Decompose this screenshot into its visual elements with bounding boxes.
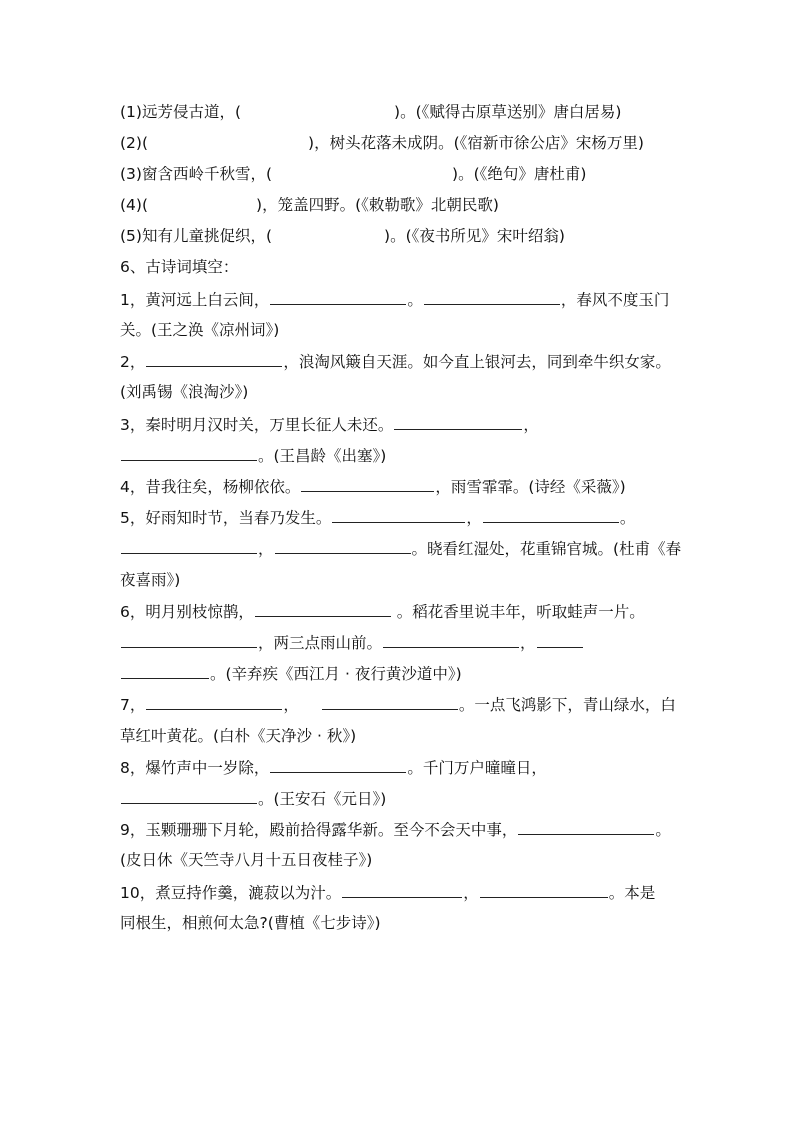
question-8-cont: 。(王安石《元日》) <box>120 788 386 809</box>
answer-blank[interactable] <box>342 882 462 898</box>
answer-blank[interactable] <box>121 788 257 804</box>
question-1: 1，黄河远上白云间， 。 ，春风不度玉门 <box>120 291 670 309</box>
answer-blank[interactable] <box>518 819 654 835</box>
question-6: 6，明月别枝惊鹊， 。稻花香里说丰年，听取蛙声一片。 <box>120 603 645 621</box>
answer-blank[interactable] <box>146 351 282 367</box>
question-3-cont: 。(王昌龄《出塞》) <box>120 445 386 466</box>
question-3: 3，秦时明月汉时关，万里长征人未还。 ， <box>120 416 539 434</box>
question-1-cont: 关。(王之涣《凉州词》) <box>120 321 280 339</box>
question-8: 8，爆竹声中一岁除， 。千门万户曈曈日， <box>120 759 547 777</box>
fill-item-3: (3)窗含西岭千秋雪，( )。(《绝句》唐杜甫) <box>120 165 587 183</box>
answer-blank[interactable] <box>332 507 465 523</box>
question-5-cont2: 夜喜雨》) <box>120 571 181 589</box>
answer-blank[interactable] <box>121 663 209 679</box>
question-9-cont: (皮日休《天竺寺八月十五日夜桂子》) <box>120 851 373 869</box>
answer-blank[interactable] <box>270 757 406 773</box>
answer-blank[interactable] <box>255 601 391 617</box>
question-5: 5，好雨知时节，当春乃发生。 ， 。 <box>120 509 636 527</box>
section-title: 6、古诗词填空： <box>120 258 239 276</box>
question-2: 2， ，浪淘风簸自天涯。如今直上银河去，同到牵牛织女家。 <box>120 353 671 371</box>
question-4: 4，昔我往矣，杨柳依依。 ，雨雪霏霏。(诗经《采薇》) <box>120 478 626 496</box>
answer-blank[interactable] <box>480 882 608 898</box>
answer-blank[interactable] <box>146 694 282 710</box>
fill-item-5: (5)知有儿童挑促织，( )。(《夜书所见》宋叶绍翁) <box>120 227 565 245</box>
question-9: 9，玉颗珊珊下月轮，殿前拾得露华新。至今不会天中事， 。 <box>120 821 671 839</box>
answer-blank[interactable] <box>322 694 458 710</box>
fill-item-4: (4)( )，笼盖四野。(《敕勒歌》北朝民歌) <box>120 196 499 214</box>
answer-blank[interactable] <box>275 538 411 554</box>
answer-blank[interactable] <box>424 289 560 305</box>
question-7-cont: 草红叶黄花。(白朴《天净沙 · 秋》) <box>120 727 357 745</box>
question-2-cont: (刘禹锡《浪淘沙》) <box>120 383 249 401</box>
answer-blank[interactable] <box>121 445 257 461</box>
answer-blank[interactable] <box>270 289 406 305</box>
answer-blank[interactable] <box>394 414 522 430</box>
question-5-cont: ， 。晓看红湿处，花重锦官城。(杜甫《春 <box>120 538 681 559</box>
fill-item-1: (1)远芳侵古道，( )。(《赋得古原草送别》唐白居易) <box>120 103 622 121</box>
answer-blank[interactable] <box>483 507 619 523</box>
question-10: 10，煮豆持作羹，漉菽以为汁。 ， 。本是 <box>120 884 656 902</box>
answer-blank[interactable] <box>121 538 257 554</box>
question-7: 7， ， 。一点飞鸿影下，青山绿水，白 <box>120 696 676 714</box>
question-6-cont2: 。(辛弃疾《西江月 · 夜行黄沙道中》) <box>120 663 462 684</box>
fill-item-2: (2)( )，树头花落未成阴。(《宿新市徐公店》宋杨万里) <box>120 134 644 152</box>
answer-blank[interactable] <box>121 632 257 648</box>
answer-blank[interactable] <box>537 632 583 648</box>
answer-blank[interactable] <box>301 476 434 492</box>
question-6-cont: ，两三点雨山前。 ， <box>120 632 584 653</box>
answer-blank[interactable] <box>383 632 519 648</box>
question-10-cont: 同根生，相煎何太急?(曹植《七步诗》) <box>120 914 381 932</box>
